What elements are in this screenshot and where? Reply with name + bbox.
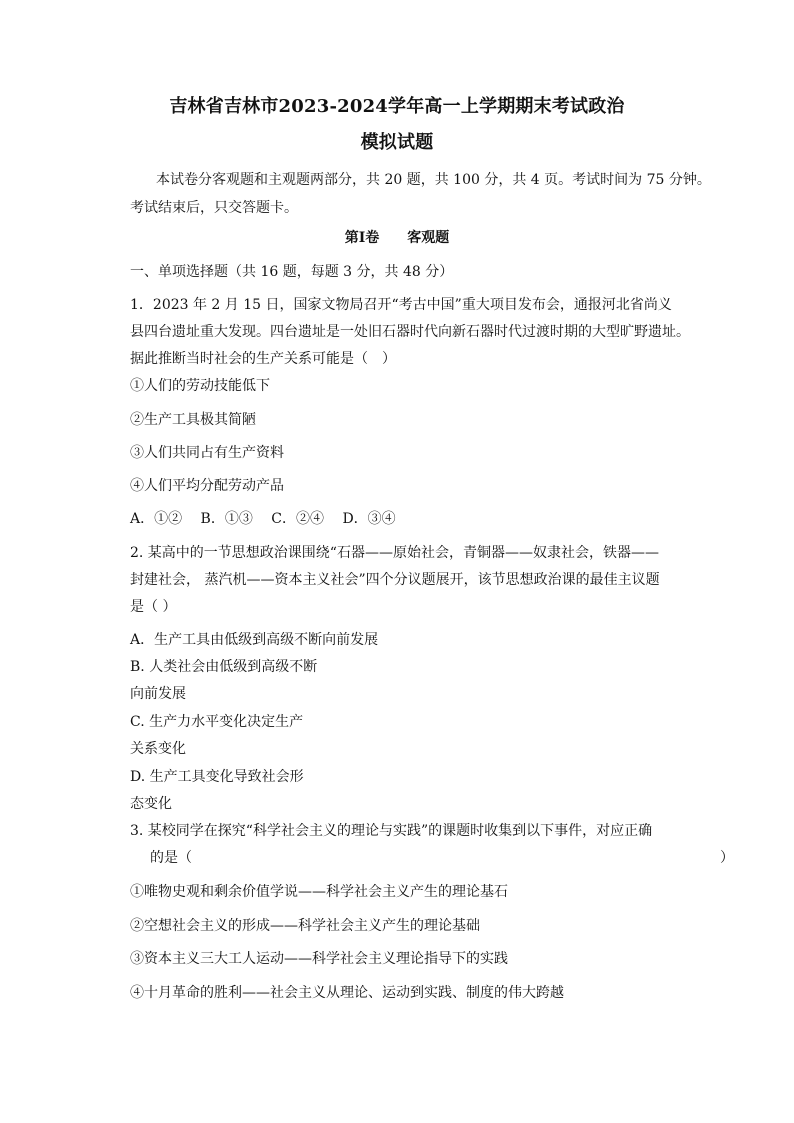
exam-subtitle: 模拟试题 <box>360 132 434 153</box>
q1-stem-line-2: 县四台遗址重大发现。四台遗址是一处旧石器时代向新石器时代过渡时期的大型旷野遗址。 <box>130 324 690 340</box>
q2-choice-b-cont: 向前发展 <box>130 686 186 702</box>
section-heading: 第Ⅰ卷 客观题 <box>344 230 450 246</box>
part-heading: 一、单项选择题（共 16 题，每题 3 分，共 48 分） <box>130 264 454 280</box>
exam-title: 吉林省吉林市2023-2024学年高一上学期期末考试政治 <box>169 96 625 117</box>
q2-stem-line-2: 封建社会， 蒸汽机——资本主义社会”四个分议题展开，该节思想政治课的最佳主议题 <box>130 572 660 588</box>
q2-choice-c-cont: 关系变化 <box>130 741 186 757</box>
intro-line-2: 考试结束后，只交答题卡。 <box>130 200 298 216</box>
q2-stem-line-3: 是（ ） <box>130 599 177 615</box>
q3-option-2: ②空想社会主义的形成——科学社会主义产生的理论基础 <box>130 918 480 934</box>
q1-option-4: ④人们平均分配劳动产品 <box>130 478 284 494</box>
q1-choices: A．①② B．①③ C．②④ D．③④ <box>130 511 396 527</box>
q3-option-1: ①唯物史观和剩余价值学说——科学社会主义产生的理论基石 <box>130 884 508 900</box>
q1-option-2: ②生产工具极其简陋 <box>130 412 256 428</box>
q1-option-3: ③人们共同占有生产资料 <box>130 445 284 461</box>
q3-stem-line-2: 的是（ <box>150 850 192 866</box>
q2-choice-a: A．生产工具由低级到高级不断向前发展 <box>130 632 379 648</box>
q2-stem-line-1: 2. 某高中的一节思想政治课围绕“石器——原始社会，青铜器——奴隶社会，铁器—— <box>130 545 659 561</box>
q3-answer-paren-close: ） <box>720 850 734 866</box>
q2-choice-d-cont: 态变化 <box>130 796 172 812</box>
q3-stem-line-1: 3. 某校同学在探究“科学社会主义的理论与实践”的课题时收集到以下事件，对应正确 <box>130 823 653 839</box>
q1-stem-line-1: 1．2023 年 2 月 15 日，国家文物局召开“考古中国”重大项目发布会，通报河北省尚义 <box>130 297 672 313</box>
q2-choice-c: C. 生产力水平变化决定生产 <box>130 714 304 730</box>
q1-option-1: ①人们的劳动技能低下 <box>130 378 270 394</box>
q3-option-3: ③资本主义三大工人运动——科学社会主义理论指导下的实践 <box>130 951 508 967</box>
q3-option-4: ④十月革命的胜利——社会主义从理论、运动到实践、制度的伟大跨越 <box>130 985 564 1001</box>
q2-choice-d: D. 生产工具变化导致社会形 <box>130 769 304 785</box>
q1-stem-line-3: 据此推断当时社会的生产关系可能是（ ） <box>130 351 396 367</box>
intro-line-1: 本试卷分客观题和主观题两部分，共 20 题，共 100 分，共 4 页。考试时间为 75 分钟。 <box>156 172 711 188</box>
q2-choice-b: B. 人类社会由低级到高级不断 <box>130 659 318 675</box>
